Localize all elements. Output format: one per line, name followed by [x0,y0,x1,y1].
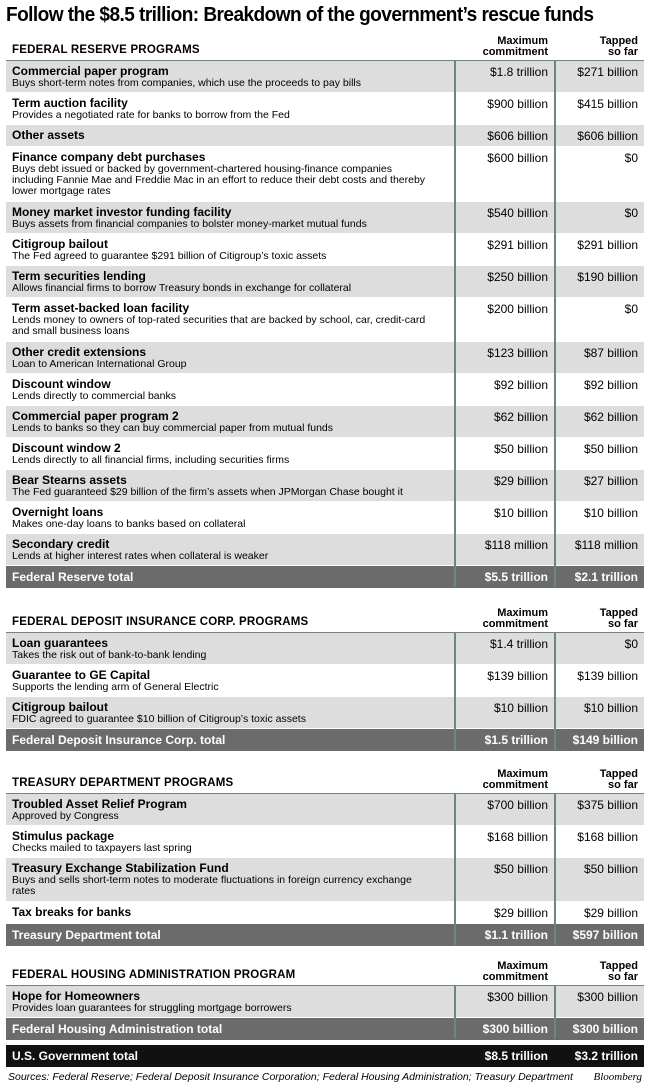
col-tapped-line1: Tapped [599,768,638,780]
max-commitment-value: $10 billion [493,506,548,520]
table-row [6,902,644,924]
max-commitment-value: $29 billion [493,474,548,488]
program-name: Commercial paper program 2 [12,409,179,423]
column-divider [454,985,456,1039]
tapped-value: $0 [624,151,638,165]
table-row [6,986,644,1018]
max-commitment-value: $300 billion [487,990,548,1004]
max-commitment-value: $540 billion [487,206,548,220]
tapped-value: $27 billion [583,474,638,488]
program-name: Money market investor funding facility [12,205,232,219]
section [6,32,644,588]
program-name: Other credit extensions [12,345,147,359]
program-description: Buys assets from financial companies to bolster money-market mutual funds [12,218,367,230]
max-commitment-value: $200 billion [487,302,548,316]
program-name: Citigroup bailout [12,237,108,251]
program-name: Loan guarantees [12,636,109,650]
column-divider [554,985,556,1039]
col-max-line1: Maximum [497,960,548,972]
program-description: Buys debt issued or backed by government-chartered housing-finance companies including Fannie Mae and Freddie Mac in an effort to reduce their debt costs and thereby lower mortgage rates [12,163,426,197]
section-header [6,604,644,633]
grand-total-label: U.S. Government total [12,1049,139,1063]
program-name: Other assets [12,128,85,142]
table-row [6,470,644,502]
table-row [6,342,644,374]
section-total-label: Federal Deposit Insurance Corp. total [12,733,226,747]
table-row [6,374,644,406]
tapped-value: $29 billion [583,906,638,920]
table-row [6,202,644,234]
max-commitment-value: $700 billion [487,798,548,812]
program-description: Checks mailed to taxpayers last spring [12,842,192,854]
col-max-line2: commitment [482,618,548,630]
max-commitment-value: $10 billion [493,701,548,715]
program-description: Loan to American International Group [12,358,187,370]
section-title: FEDERAL RESERVE PROGRAMS [12,44,200,56]
table-row [6,266,644,298]
table-row [6,534,644,566]
program-description: Makes one-day loans to banks based on collateral [12,518,246,530]
tapped-value: $271 billion [577,65,638,79]
program-name: Troubled Asset Relief Program [12,797,187,811]
program-name: Commercial paper program [12,64,169,78]
program-description: FDIC agreed to guarantee $10 billion of Citigroup’s toxic assets [12,713,306,725]
tapped-value: $139 billion [577,669,638,683]
section-total-max: $5.5 trillion [484,570,548,584]
col-tapped-line1: Tapped [599,960,638,972]
max-commitment-value: $50 billion [493,862,548,876]
max-commitment-value: $168 billion [487,830,548,844]
col-tapped-line2: so far [608,971,638,983]
column-divider [454,632,456,750]
section-header [6,957,644,986]
section-total-row [6,729,644,751]
page-title: Follow the $8.5 trillion: Breakdown of the government’s rescue funds [6,3,594,26]
program-description: Provides loan guarantees for struggling mortgage borrowers [12,1002,292,1014]
program-description: Allows financial firms to borrow Treasury bonds in exchange for collateral [12,282,352,294]
max-commitment-value: $606 billion [487,129,548,143]
col-max-line2: commitment [482,46,548,58]
section-total-label: Federal Housing Administration total [12,1022,223,1036]
section-header [6,32,644,61]
section-header [6,765,644,794]
col-max-line1: Maximum [497,768,548,780]
program-description: The Fed guaranteed $29 billion of the firm’s assets when JPMorgan Chase bought it [12,486,403,498]
program-name: Tax breaks for banks [12,905,132,919]
tapped-value: $87 billion [583,346,638,360]
section [6,604,644,751]
col-max-header [483,608,548,630]
section-total-max: $1.1 trillion [484,928,548,942]
max-commitment-value: $900 billion [487,97,548,111]
grand-total-row [6,1045,644,1067]
program-description: Supports the lending arm of General Electric [12,681,219,693]
table-row [6,826,644,858]
column-divider [554,793,556,945]
section-total-max: $1.5 trillion [484,733,548,747]
section-total-tapped: $149 billion [572,733,638,747]
col-max-line1: Maximum [497,607,548,619]
table-row [6,61,644,93]
section-total-label: Treasury Department total [12,928,161,942]
program-name: Hope for Homeowners [12,989,141,1003]
grand-total-max: $8.5 trillion [484,1049,548,1063]
tapped-value: $415 billion [577,97,638,111]
program-name: Stimulus package [12,829,115,843]
tapped-value: $10 billion [583,701,638,715]
col-tapped-line1: Tapped [599,607,638,619]
col-tapped-header [600,608,638,630]
table-row [6,147,644,202]
program-name: Guarantee to GE Capital [12,668,151,682]
section [6,957,644,1040]
tapped-value: $10 billion [583,506,638,520]
col-max-header [483,36,548,58]
table-row [6,502,644,534]
max-commitment-value: $1.4 trillion [489,637,548,651]
tapped-value: $118 million [574,538,638,552]
max-commitment-value: $62 billion [493,410,548,424]
section [6,765,644,946]
table-row [6,858,644,902]
program-name: Term securities lending [12,269,146,283]
credit-logo: Bloomberg [593,1071,642,1083]
max-commitment-value: $29 billion [493,906,548,920]
col-tapped-line1: Tapped [599,35,638,47]
col-tapped-header [600,961,638,983]
program-name: Discount window [12,377,111,391]
column-divider [554,60,556,587]
section-total-max: $300 billion [482,1022,548,1036]
max-commitment-value: $250 billion [487,270,548,284]
max-commitment-value: $600 billion [487,151,548,165]
tapped-value: $50 billion [583,442,638,456]
program-description: Lends directly to commercial banks [12,390,176,402]
section-total-row [6,566,644,588]
col-max-line2: commitment [482,779,548,791]
table-row [6,665,644,697]
section-total-label: Federal Reserve total [12,570,134,584]
program-name: Term asset-backed loan facility [12,301,190,315]
program-description: Takes the risk out of bank-to-bank lending [12,649,207,661]
program-description: Lends to banks so they can buy commercial paper from mutual funds [12,422,333,434]
column-divider [554,632,556,750]
section-title: FEDERAL DEPOSIT INSURANCE CORP. PROGRAMS [12,616,309,628]
tapped-value: $190 billion [577,270,638,284]
source-note: Sources: Federal Reserve; Federal Deposit Insurance Corporation; Federal Housing Administration; Treasury Department [8,1071,573,1083]
table-row [6,794,644,826]
column-divider [454,60,456,587]
col-max-line2: commitment [482,971,548,983]
program-description: Lends money to owners of top-rated securities that are backed by school, car, credit-card and small business loans [12,314,426,337]
program-description: Provides a negotiated rate for banks to borrow from the Fed [12,109,290,121]
table-row [6,93,644,125]
col-max-header [483,961,548,983]
max-commitment-value: $50 billion [493,442,548,456]
program-name: Citigroup bailout [12,700,108,714]
table-row [6,697,644,729]
table-row [6,125,644,147]
col-tapped-line2: so far [608,46,638,58]
tapped-value: $168 billion [577,830,638,844]
tapped-value: $50 billion [583,862,638,876]
program-description: Approved by Congress [12,810,119,822]
table-row [6,438,644,470]
program-description: Buys and sells short-term notes to moderate fluctuations in foreign currency exchange rates [12,874,412,897]
section-total-tapped: $2.1 trillion [574,570,638,584]
tapped-value: $0 [624,206,638,220]
table-row [6,406,644,438]
program-description: The Fed agreed to guarantee $291 billion of Citigroup’s toxic assets [12,250,327,262]
col-max-line1: Maximum [497,35,548,47]
col-tapped-header [600,36,638,58]
tapped-value: $300 billion [577,990,638,1004]
section-total-tapped: $597 billion [572,928,638,942]
program-name: Overnight loans [12,505,104,519]
tapped-value: $62 billion [583,410,638,424]
section-total-row [6,924,644,946]
col-tapped-header [600,769,638,791]
section-title: FEDERAL HOUSING ADMINISTRATION PROGRAM [12,969,296,981]
program-name: Discount window 2 [12,441,121,455]
section-title: TREASURY DEPARTMENT PROGRAMS [12,777,234,789]
program-description: Lends directly to all financial firms, including securities firms [12,454,290,466]
column-divider [454,793,456,945]
program-description: Buys short-term notes from companies, which use the proceeds to pay bills [12,77,361,89]
program-name: Treasury Exchange Stabilization Fund [12,861,229,875]
max-commitment-value: $139 billion [487,669,548,683]
col-tapped-line2: so far [608,618,638,630]
section-total-row [6,1018,644,1040]
max-commitment-value: $291 billion [487,238,548,252]
program-description: Lends at higher interest rates when collateral is weaker [12,550,269,562]
program-name: Secondary credit [12,537,110,551]
tapped-value: $0 [624,302,638,316]
max-commitment-value: $118 million [484,538,548,552]
table-row [6,298,644,342]
table-row [6,234,644,266]
col-max-header [483,769,548,791]
tapped-value: $375 billion [577,798,638,812]
program-name: Bear Stearns assets [12,473,127,487]
max-commitment-value: $92 billion [493,378,548,392]
tapped-value: $0 [624,637,638,651]
col-tapped-line2: so far [608,779,638,791]
program-name: Finance company debt purchases [12,150,206,164]
grand-total-tapped: $3.2 trillion [574,1049,638,1063]
tapped-value: $291 billion [577,238,638,252]
table-row [6,633,644,665]
max-commitment-value: $123 billion [487,346,548,360]
section-total-tapped: $300 billion [572,1022,638,1036]
max-commitment-value: $1.8 trillion [489,65,548,79]
program-name: Term auction facility [12,96,128,110]
tapped-value: $92 billion [583,378,638,392]
tapped-value: $606 billion [577,129,638,143]
